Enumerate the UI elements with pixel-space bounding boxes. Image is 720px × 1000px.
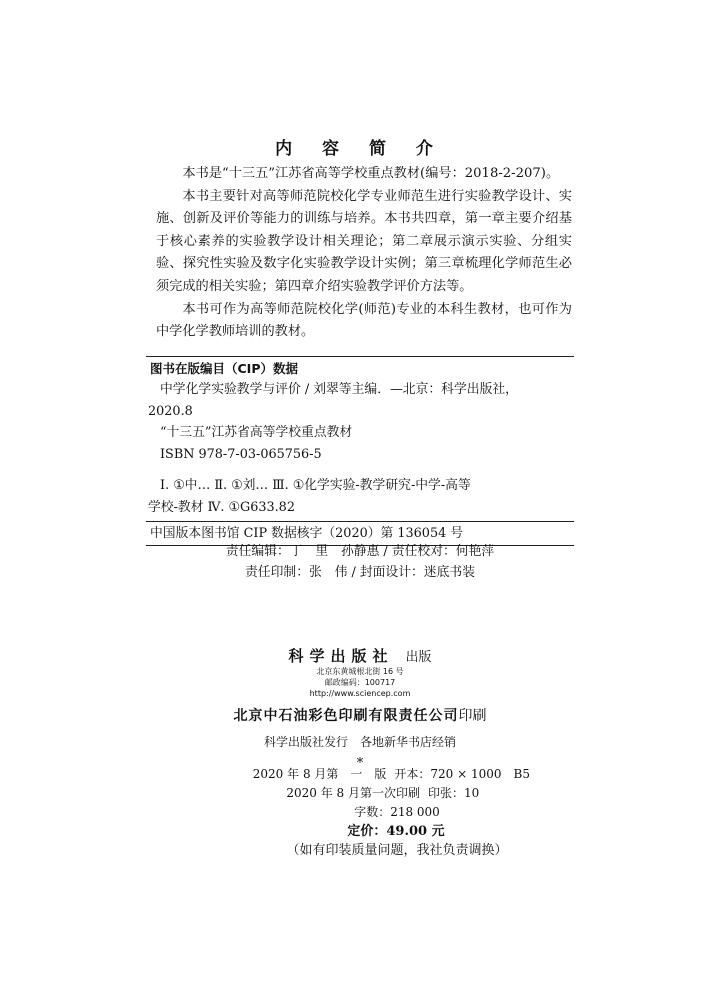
cip-line: 2020.8 bbox=[148, 403, 193, 419]
price: 定价：49.00 元 bbox=[347, 824, 445, 839]
cip-lines bbox=[146, 379, 574, 518]
editor-line: 责任编辑：丁 里 孙静惠 / 责任校对：何艳萍 bbox=[225, 544, 495, 559]
cip-line: “十三五”江苏省高等学校重点教材 bbox=[160, 425, 353, 440]
printer-suffix: 印刷 bbox=[458, 708, 487, 724]
quality-note: （如有印装质量问题，我社负责调换） bbox=[286, 843, 508, 858]
publisher-url: http://www.sciencep.com bbox=[309, 689, 411, 698]
summary-paragraph: 本书可作为高等师范院校化学(师范)专业的本科生教材，也可作为中学化学教师培训的教材。 bbox=[156, 301, 572, 340]
editor-line: 责任印制：张 伟 / 封面设计：迷底书装 bbox=[245, 565, 475, 580]
cip-check-number: 中国版本图书馆 CIP 数据核字（2020）第 136054 号 bbox=[146, 521, 574, 546]
publisher-line bbox=[0, 645, 720, 666]
cip-line: 中学化学实验教学与评价 / 刘翠等主编．—北京：科学出版社， bbox=[160, 382, 518, 397]
format-info: 开本：720 × 1000 B5 bbox=[394, 767, 530, 781]
publisher-suffix: 出版 bbox=[405, 650, 432, 665]
printer-line bbox=[0, 705, 720, 725]
publisher-postcode: 邮政编码：100717 bbox=[324, 678, 396, 687]
publisher-address: 北京东黄城根北街 16 号 bbox=[316, 667, 404, 676]
summary-body bbox=[156, 163, 572, 344]
word-count: 字数：218 000 bbox=[354, 805, 440, 819]
spec-row bbox=[230, 784, 530, 803]
publisher-name: 科学出版社 bbox=[288, 647, 394, 665]
cip-line: 学校-教材 Ⅳ. ①G633.82 bbox=[148, 499, 295, 515]
publisher-block bbox=[0, 645, 720, 771]
sheets-info: 印张：10 bbox=[428, 786, 480, 800]
distribution-line: 科学出版社发行 各地新华书店经销 bbox=[263, 735, 456, 749]
cip-header: 图书在版编目（CIP）数据 bbox=[150, 361, 298, 376]
printing-info: 2020 年 8 月第一次印刷 bbox=[286, 786, 420, 800]
cip-block bbox=[146, 356, 574, 546]
summary-paragraph: 本书是“十三五”江苏省高等学校重点教材(编号：2018-2-207)。 bbox=[182, 166, 560, 181]
separator-star: * bbox=[356, 756, 364, 771]
editor-credits bbox=[0, 541, 720, 583]
cip-line: ISBN 978-7-03-065756-5 bbox=[160, 446, 322, 462]
edition-info: 2020 年 8 月第 一 版 bbox=[252, 767, 387, 781]
printer-name: 北京中石油彩色印刷有限责任公司 bbox=[233, 708, 459, 724]
spec-row bbox=[230, 765, 530, 784]
summary-title: 内 容 简 介 bbox=[275, 139, 445, 159]
summary-paragraph: 本书主要针对高等师范院校化学专业师范生进行实验教学设计、实施、创新及评价等能力的训练与培养。本书共四章，第一章主要介绍基于核心素养的实验教学设计相关理论；第二章展示演示实验、分组实验、探究性实验及数字化实验教学设计实例；第三章梳理化学师范生必须完成的相关实验；第四章介绍实验教学评价方法等。 bbox=[156, 188, 572, 294]
cip-line: Ⅰ. ①中… Ⅱ. ①刘… Ⅲ. ①化学实验-教学研究-中学-高等 bbox=[160, 478, 471, 493]
print-specs bbox=[230, 765, 530, 860]
